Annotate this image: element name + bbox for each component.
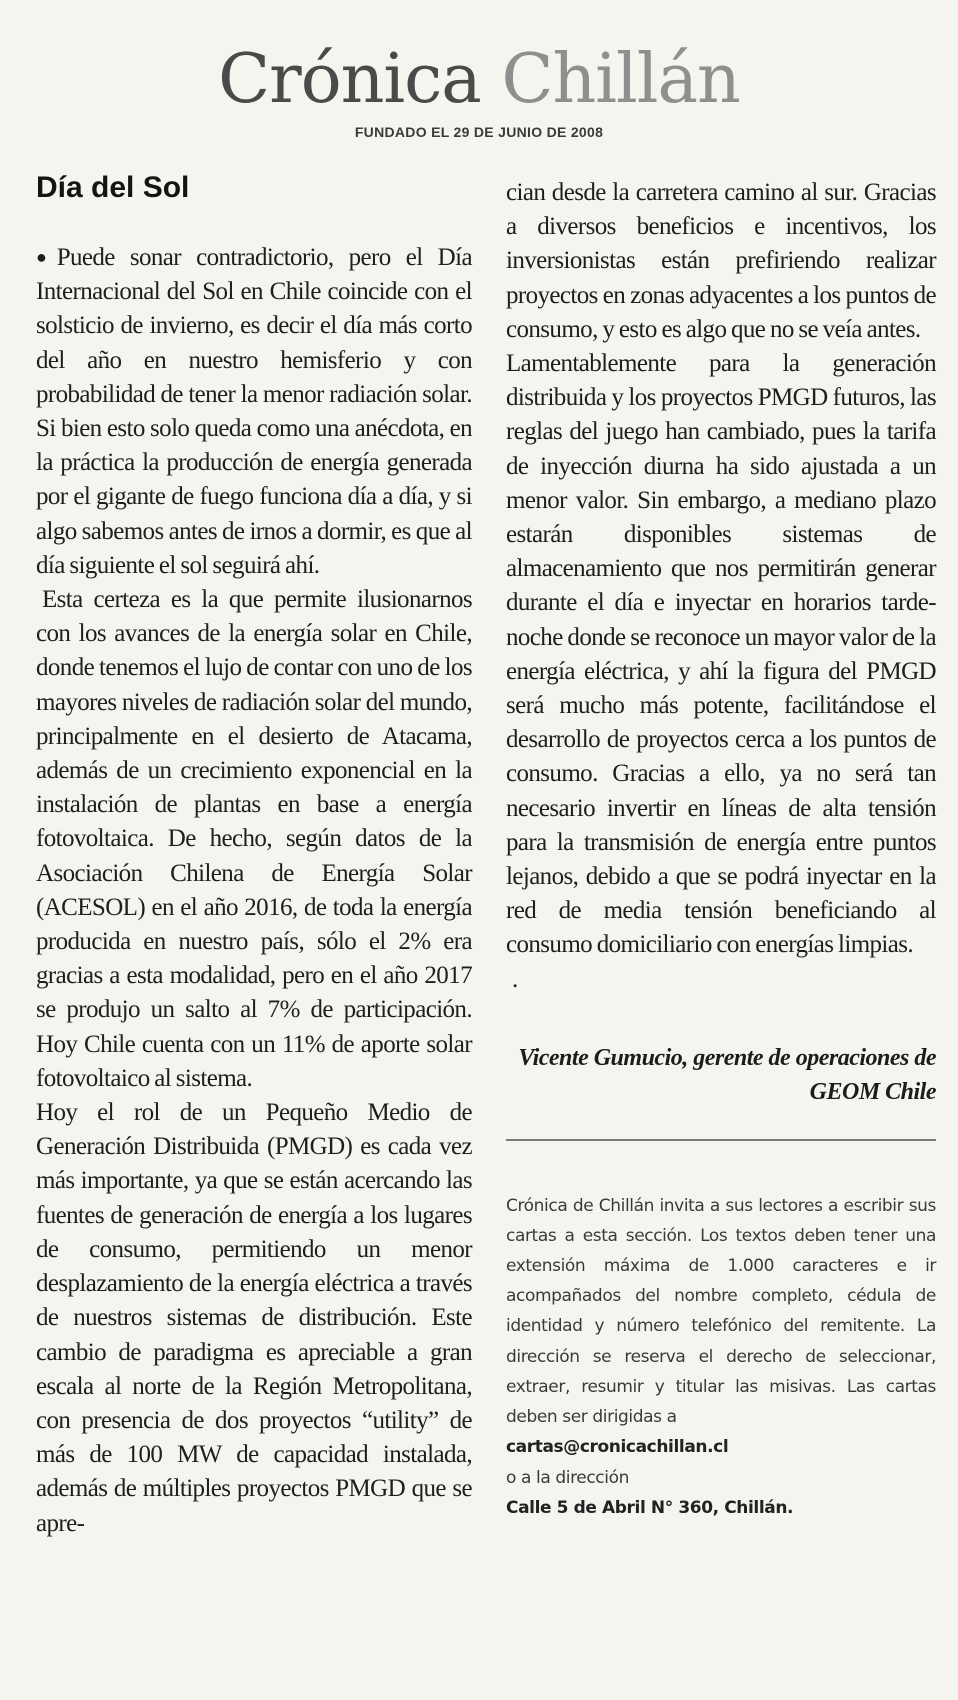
masthead (0, 40, 958, 140)
brand-part1: Crónica (218, 40, 481, 119)
article-paragraph-2: Esta certeza es la que permite ilusionarnos con los avances de la energía solar en Chile, donde tenemos el lujo de contar con uno de los mayores niveles de radiación solar del mundo, principalmente en el desierto de Atacama, además de un crecimiento exponencial en la instalación de plantas en base a energía fotovoltaica. De hecho, según datos de la Asociación Chilena de Energía Solar (ACESOL) en el año 2016, de toda la energía producida en nuestro país, sólo el 2% era gracias a esta modalidad, pero en el año 2017 se produjo un salto al 7% de participación. Hoy Chile cuenta con un 11% de aporte solar fotovoltaico al sistema. (36, 586, 472, 1092)
founded-date: FUNDADO EL 29 DE JUNIO DE 2008 (354, 124, 604, 140)
article-paragraph-3-end: cian desde la carretera camino al sur. Gracias a diversos beneficios e incentivos, los inversionistas están prefiriendo realizar proyectos en zonas adyacentes a los puntos de consumo, y esto es algo que no se veía antes. (506, 179, 936, 343)
article-paragraph-4: Lamentablemente para la generación distribuida y los proyectos PMGD futuros, las reglas del juego han cambiado, pues la tarifa de inyección diurna ha sido ajustada a un menor valor. Sin embargo, a mediano plazo estarán disponibles sistemas de almacenamiento que nos permitirán generar durante el día e inyectar en horarios tarde-noche donde se reconoce un mayor valor de la energía eléctrica, y ahí la figura del PMGD será mucho más potente, facilitándose el desarrollo de proyectos cerca a los puntos de consumo. Gracias a ello, ya no será tan necesario invertir en líneas de alta tensión para la transmisión de energía entre puntos lejanos, debido a que se podrá inyectar en la red de media tensión beneficiando al consumo domiciliario con energías limpias. (506, 350, 936, 959)
article-headline: Día del Sol (36, 171, 190, 204)
article-column-left (36, 170, 472, 1541)
trailing-dot: . (512, 965, 519, 993)
paragraph-1-text: Puede sonar contradictorio, pero el Día Internacional del Sol en Chile coincide con el solsticio de invierno, es decir el día más corto del año en nuestro hemisferio y con probabilidad de tener la menor radiación solar. Si bien esto solo queda como una anécdota, en la práctica la producción de energía generada por el gigante de fuego funciona día a día, y si algo sabemos antes de irnos a dormir, es que al día siguiente el sol seguirá ahí. (36, 244, 472, 579)
brand-part2: Chillán (501, 40, 740, 119)
author-signature: Vicente Gumucio, gerente de operaciones de GEOM Chile (518, 1044, 936, 1105)
article-paragraph-1 (36, 240, 472, 583)
notice-text: Crónica de Chillán invita a sus lectores a escribir sus cartas a esta sección. Los textos deben tener una extensión máxima de 1.000 caracteres e ir acompañados del nombre completo, cédula de identidad y número telefónico del remitente. La dirección se reserva el derecho de seleccionar, extraer, resumir y titular las misivas. Las cartas deben ser dirigidas a (506, 1195, 936, 1428)
postal-address: Calle 5 de Abril N° 360, Chillán. (506, 1497, 794, 1518)
notice-connector: o a la dirección (506, 1467, 629, 1488)
article-column-right (506, 176, 936, 1523)
contact-email-link[interactable]: cartas@cronicachillan.cl (506, 1437, 729, 1458)
newspaper-logo (0, 40, 958, 120)
article-paragraph-3-start: Hoy el rol de un Pequeño Medio de Generación Distribuida (PMGD) es cada vez más importante, ya que se están acercando las fuentes de generación de energía a los lugares de consumo, permitiendo un menor desplazamiento de la energía eléctrica a través de nuestros sistemas de distribución. Este cambio de paradigma es apreciable a gran escala al norte de la Región Metropolitana, con presencia de dos proyectos “utility” de más de 100 MW de capacidad instalada, además de múltiples proyectos PMGD que se apre- (36, 1099, 472, 1537)
bullet-icon: ● (36, 247, 57, 267)
divider (506, 1139, 936, 1141)
letters-notice (506, 1191, 936, 1523)
